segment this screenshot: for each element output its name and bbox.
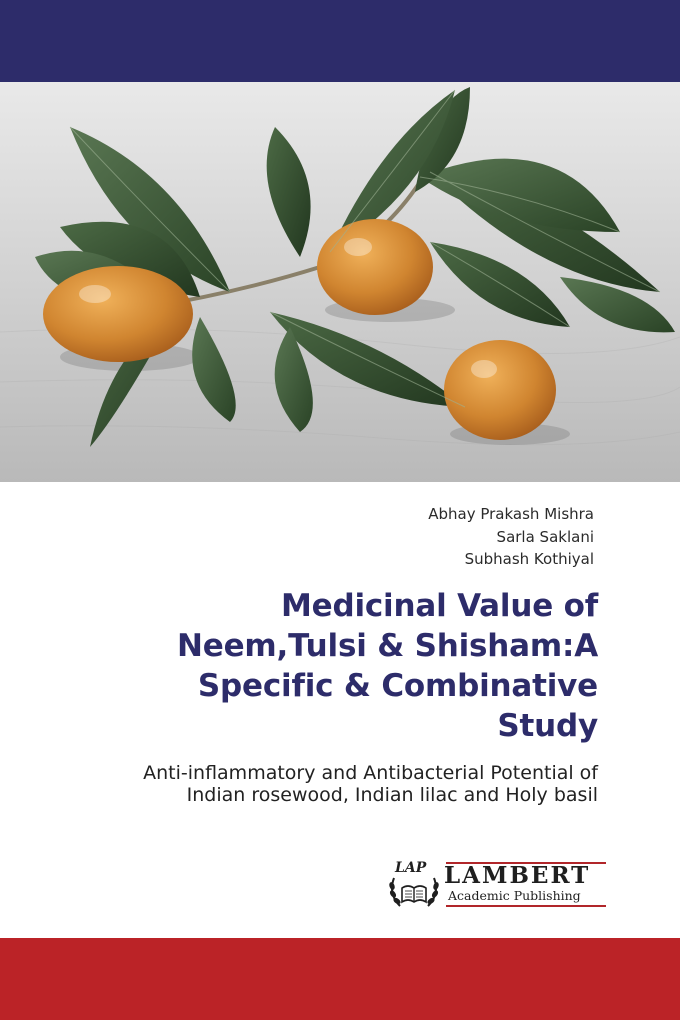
book-title [78,586,598,746]
emblem-letters: LAP [395,860,427,876]
bottom-color-band [0,938,680,1020]
logo-rule [446,905,606,907]
title-line: Study [497,708,598,744]
publisher-name: LAMBERT [444,862,591,889]
author-list [428,503,594,571]
author-name: Abhay Prakash Mishra [428,505,594,523]
publisher-logo [386,858,608,914]
title-line: Medicinal Value of [280,588,598,624]
title-line: Neem,Tulsi & Shisham:A [177,628,598,664]
book-laurel-icon [386,860,442,912]
top-color-band [0,0,680,82]
author-name: Subhash Kothiyal [464,550,594,568]
subtitle-line: Indian rosewood, Indian lilac and Holy basil [186,784,598,806]
cover-photo [0,82,680,482]
author-name: Sarla Saklani [496,527,594,546]
subtitle-line: Anti-inflammatory and Antibacterial Potential of [143,762,598,784]
title-line: Specific & Combinative [197,668,598,704]
book-subtitle [38,762,598,806]
publisher-tagline: Academic Publishing [448,888,581,903]
